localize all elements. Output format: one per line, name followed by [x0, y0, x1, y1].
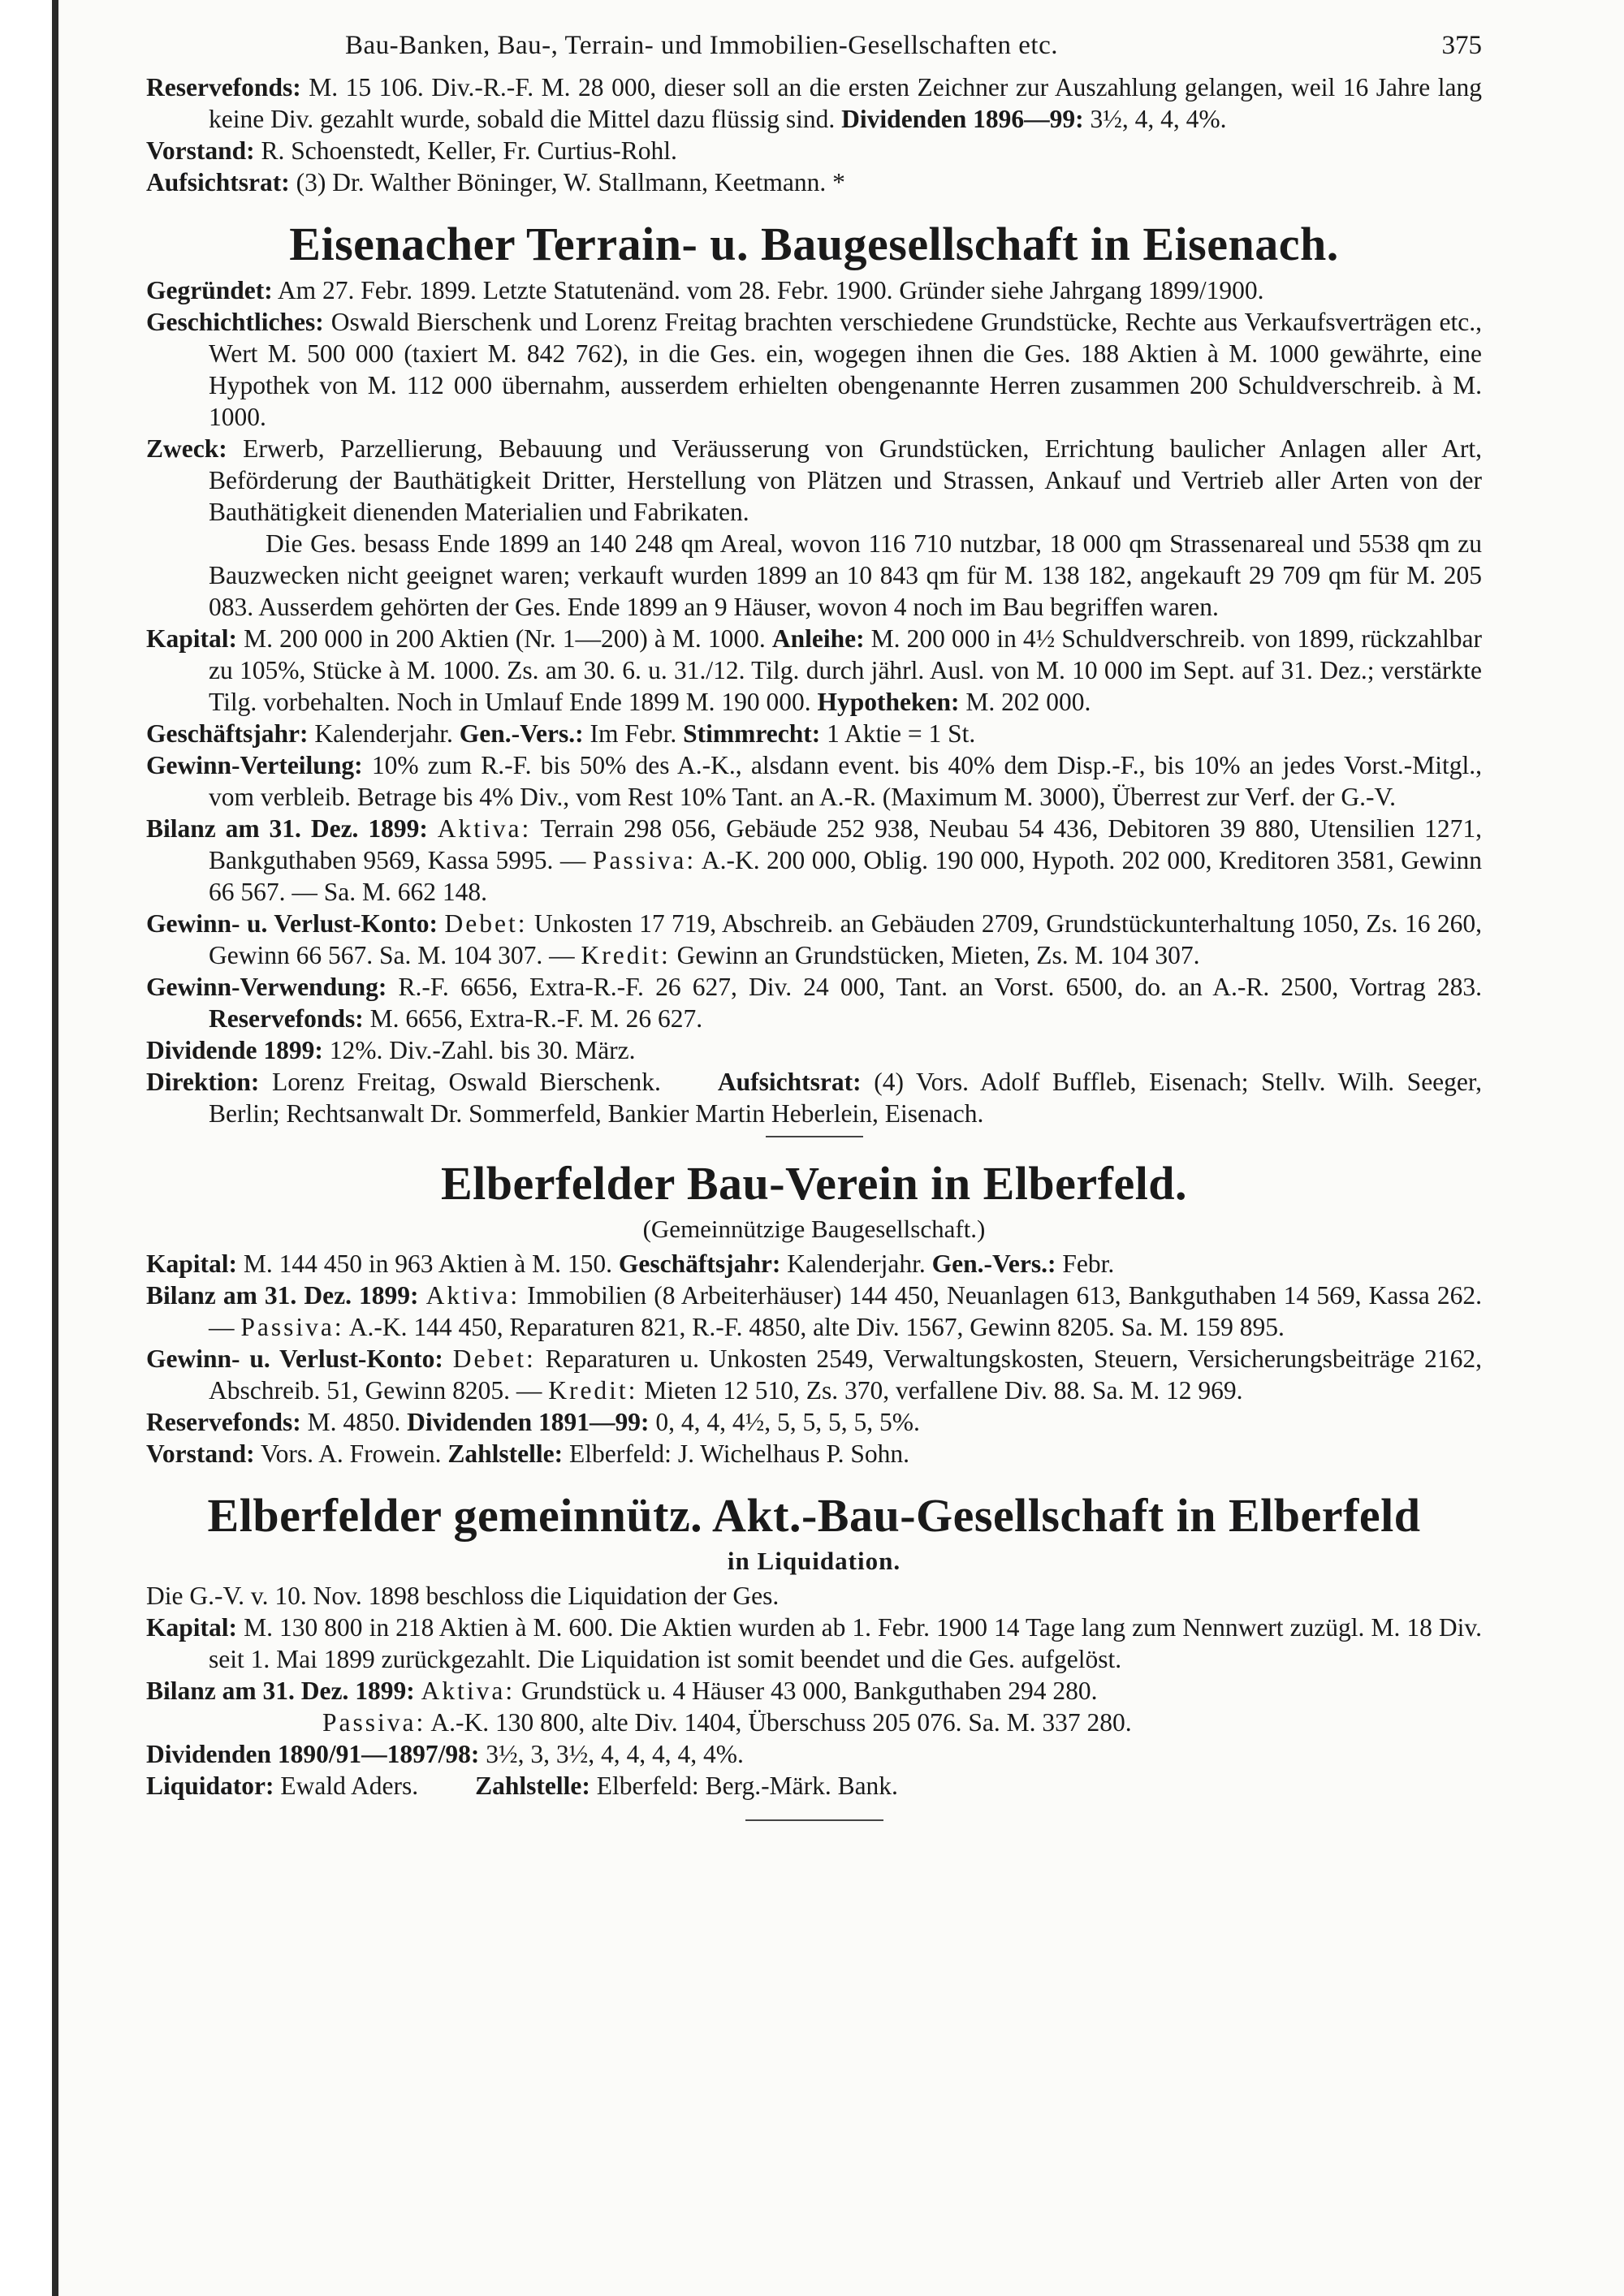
field-text: 10% zum R.-F. bis 50% des A.-K., alsdann event. bis 40% dem Disp.-F., bis 10% an jedes Vorst.-Mitgl., vom verbleib. Betrage bis 4% Div., vom Rest 10% Tant. an A.-R. (Maximum M. 3000), Überrest zur Verf. der G.-V. — [209, 751, 1483, 811]
field-text: Elberfeld: Berg.-Märk. Bank. — [596, 1772, 898, 1800]
field-text: Die G.-V. v. 10. Nov. 1898 beschloss die Liquidation der Ges. — [146, 1582, 780, 1610]
field-text: A.-K. 200 000, Oblig. 190 000, Hypoth. 202 000, Kreditoren 3581, Gewinn 66 567. — Sa. M. 662 148. — [209, 846, 1483, 906]
field-text: Oswald Bierschenk und Lorenz Freitag brachten verschiedene Grundstücke, Rechte aus Verkaufsverträgen etc., Wert M. 500 000 (taxiert M. 842 762), in die Ges. ein, wogegen ihnen die Ges. 188 Aktien à M. 1000 gewährte, eine Hypothek von M. 112 000 übernahm, ausserdem erhielten obengenannte Herren zusammen 200 Schuldverschreib. à M. 1000. — [209, 308, 1483, 431]
company-title: Eisenacher Terrain- u. Baugesellschaft in Eisenach. — [289, 218, 1339, 270]
field-text: 0, 4, 4, 4½, 5, 5, 5, 5, 5%. — [655, 1408, 920, 1436]
page-number: 375 — [1441, 31, 1482, 60]
field-label: Vorstand: — [146, 136, 255, 165]
debet-label: Debet: — [452, 1344, 536, 1373]
previous-entry-continuation — [146, 71, 1482, 198]
entry-eisenach — [146, 218, 1482, 1137]
prev-aufsichtsrat — [146, 166, 1482, 198]
field-label: Dividenden 1896—99: — [841, 105, 1084, 133]
field-text: M. 4850. — [307, 1408, 401, 1436]
page-binding-margin — [0, 0, 58, 2296]
passiva-label: Passiva: — [592, 846, 697, 874]
field-text: 12%. Div.-Zahl. bis 30. März. — [329, 1036, 636, 1064]
field-text: Am 27. Febr. 1899. Letzte Statutenänd. vom 28. Febr. 1900. Gründer siehe Jahrgang 1899/1900. — [277, 276, 1264, 304]
field-label: Vorstand: — [146, 1439, 255, 1468]
field-text: A.-K. 144 450, Reparaturen 821, R.-F. 4850, alte Div. 1567, Gewinn 8205. Sa. M. 159 895. — [348, 1313, 1285, 1341]
field-label: Gen.-Vers.: — [931, 1249, 1056, 1278]
akt-bilanz — [146, 1675, 1482, 1738]
field-text: Die Ges. besass Ende 1899 an 140 248 qm Areal, wovon 116 710 nutzbar, 18 000 qm Strassenareal und 5538 qm zu Bauzwecken nicht geeignet waren; verkauft wurden 1899 an 10 843 qm für M. 138 182, angekauft 29 709 qm für M. 205 083. Ausserdem gehörten der Ges. Ende 1899 an 9 Häuser, wovon 4 noch im Bau begriffen waren. — [209, 529, 1482, 621]
bauverein-bilanz — [146, 1280, 1482, 1343]
field-text: R. Schoenstedt, Keller, Fr. Curtius-Rohl. — [261, 136, 677, 165]
eisenach-gewinnverteilung — [146, 749, 1482, 813]
running-header — [146, 24, 1482, 71]
bauverein-kapital — [146, 1248, 1482, 1280]
field-label: Dividenden 1890/91—1897/98: — [146, 1740, 480, 1768]
prev-vorstand — [146, 135, 1482, 166]
field-text: A.-K. 130 800, alte Div. 1404, Überschuss 205 076. Sa. M. 337 280. — [430, 1708, 1132, 1737]
field-text: Lorenz Freitag, Oswald Bierschenk. — [272, 1068, 661, 1096]
field-label: Kapital: — [146, 1613, 238, 1642]
field-label: Geschäftsjahr: — [146, 719, 309, 748]
aktiva-label: Aktiva: — [425, 1281, 520, 1310]
field-text: Immobilien (8 Arbeiterhäuser) 144 450, Neuanlagen 613, Bankguthaben 14 569, Kassa 262. — — [209, 1281, 1482, 1341]
field-text: 3½, 4, 4, 4%. — [1090, 105, 1227, 133]
field-text: M. 202 000. — [965, 688, 1091, 716]
field-label: Kapital: — [146, 1249, 238, 1278]
field-label: Reservefonds: — [146, 73, 301, 101]
eisenach-gegruendet — [146, 274, 1482, 306]
field-label: Bilanz am 31. Dez. 1899: — [146, 1281, 419, 1310]
field-text: Terrain 298 056, Gebäude 252 938, Neubau 54 436, Debitoren 39 880, Utensilien 1271, Bankguthaben 9569, Kassa 5995. — — [209, 814, 1482, 874]
field-text: Mieten 12 510, Zs. 370, verfallene Div. 88. Sa. M. 12 969. — [644, 1376, 1243, 1405]
eisenach-dividende — [146, 1034, 1482, 1066]
company-subtitle: in Liquidation. — [727, 1547, 901, 1575]
field-label: Bilanz am 31. Dez. 1899: — [146, 814, 428, 843]
eisenach-geschichtliches — [146, 306, 1482, 433]
bauverein-guv — [146, 1343, 1482, 1406]
field-label: Kapital: — [146, 624, 238, 653]
field-label: Aufsichtsrat: — [717, 1068, 862, 1096]
field-text: Unkosten 17 719, Abschreib. an Gebäuden 2709, Grundstückunterhaltung 1050, Zs. 16 260, Gewinn 66 567. Sa. M. 104 307. — — [209, 909, 1483, 969]
aktiva-label: Aktiva: — [421, 1677, 516, 1705]
akt-kapital — [146, 1612, 1482, 1675]
field-text: (4) Vors. Adolf Buffleb, Eisenach; Stellv. Wilh. Seeger, Berlin; Rechtsanwalt Dr. Sommerfeld, Bankier Martin Heberlein, Eisenach. — [209, 1068, 1482, 1128]
field-text: Ewald Aders. — [280, 1772, 419, 1800]
aktiva-label: Aktiva: — [437, 814, 532, 843]
field-text: Reparaturen u. Unkosten 2549, Verwaltungskosten, Steuern, Versicherungsbeiträge 2162, Abschreib. 51, Gewinn 8205. — — [209, 1344, 1482, 1405]
field-text: M. 200 000 in 200 Aktien (Nr. 1—200) à M. 1000. — [244, 624, 766, 653]
binding-edge-line — [52, 0, 58, 2296]
field-label: Gewinn-Verwendung: — [146, 973, 387, 1001]
eisenach-geschaeftsjahr — [146, 718, 1482, 749]
field-text: R.-F. 6656, Extra-R.-F. 26 627, Div. 24 000, Tant. an Vorst. 6500, do. an A.-R. 2500, Vortrag 283. — [398, 973, 1483, 1001]
field-label: Gen.-Vers.: — [459, 719, 584, 748]
company-title: Elberfelder Bau-Verein in Elberfeld. — [440, 1157, 1188, 1210]
field-text: Gewinn an Grundstücken, Mieten, Zs. M. 104 307. — [676, 941, 1200, 969]
running-header-title: Bau-Banken, Bau-, Terrain- und Immobilien-Gesellschaften etc. — [345, 31, 1058, 60]
company-title: Elberfelder gemeinnütz. Akt.-Bau-Gesellschaft in Elberfeld — [207, 1489, 1421, 1542]
entry-akt-bau — [146, 1489, 1482, 1821]
eisenach-bilanz — [146, 813, 1482, 908]
field-label: Zweck: — [146, 434, 227, 463]
passiva-label: Passiva: — [322, 1708, 426, 1737]
eisenach-zweck — [146, 433, 1482, 528]
end-divider — [745, 1819, 883, 1821]
passiva-label: Passiva: — [240, 1313, 344, 1341]
field-text: Grundstück u. 4 Häuser 43 000, Bankguthaben 294 280. — [520, 1677, 1098, 1705]
field-text: Erwerb, Parzellierung, Bebauung und Veräusserung von Grundstücken, Errichtung baulicher Anlagen aller Art, Beförderung der Bauthätigkeit Dritter, Herstellung von Plätzen und Strassen, Ankauf und Vertrieb aller Arten von der Bauthätigkeit dienenden Materialien und Fabrikaten. — [209, 434, 1483, 526]
field-label: Zahlstelle: — [475, 1772, 590, 1800]
akt-dividenden — [146, 1738, 1482, 1770]
field-label: Gegründet: — [146, 276, 273, 304]
field-text: Vors. A. Frowein. — [260, 1439, 442, 1468]
field-text: Kalenderjahr. — [314, 719, 453, 748]
eisenach-kapital — [146, 623, 1482, 718]
field-text: (3) Dr. Walther Böninger, W. Stallmann, Keetmann. * — [296, 168, 845, 196]
field-text: M. 15 106. Div.-R.-F. M. 28 000, dieser soll an die ersten Zeichner zur Auszahlung gelangen, weil 16 Jahre lang keine Div. gezahlt wurde, sobald die Mittel dazu flüssig sind. — [209, 73, 1482, 133]
field-text: M. 200 000 in 4½ Schuldverschreib. von 1899, rückzahlbar zu 105%, Stücke à M. 1000. Zs. am 30. 6. u. 31./12. Tilg. durch jährl. Ausl. von M. 10 000 im Sept. auf 31. Dez.; verstärkte Tilg. vorbehalten. Noch in Umlauf Ende 1899 M. 190 000. — [209, 624, 1482, 716]
field-label: Gewinn-Verteilung: — [146, 751, 363, 779]
kredit-label: Kredit: — [581, 941, 671, 969]
field-text: 1 Aktie = 1 St. — [827, 719, 976, 748]
field-text: Kalenderjahr. — [787, 1249, 926, 1278]
bauverein-reservefonds — [146, 1406, 1482, 1438]
field-label: Hypotheken: — [817, 688, 960, 716]
field-label: Zahlstelle: — [447, 1439, 564, 1468]
eisenach-verwendung — [146, 971, 1482, 1034]
field-label: Anleihe: — [771, 624, 865, 653]
field-text: M. 130 800 in 218 Aktien à M. 600. Die Aktien wurden ab 1. Febr. 1900 14 Tage lang zum Nennwert zuzügl. M. 18 Div. seit 1. Mai 1899 zurückgezahlt. Die Liquidation ist somit beendet und die Ges. aufgelöst. — [209, 1613, 1483, 1673]
field-text: Elberfeld: J. Wichelhaus P. Sohn. — [569, 1439, 909, 1468]
field-label: Stimmrecht: — [683, 719, 821, 748]
field-label: Bilanz am 31. Dez. 1899: — [146, 1677, 415, 1705]
bauverein-vorstand — [146, 1438, 1482, 1470]
akt-intro — [146, 1580, 1482, 1612]
field-label: Gewinn- u. Verlust-Konto: — [146, 1344, 443, 1373]
field-label: Direktion: — [146, 1068, 260, 1096]
field-label: Liquidator: — [146, 1772, 274, 1800]
eisenach-areal — [146, 528, 1482, 623]
field-text: Im Febr. — [590, 719, 677, 748]
prev-reservefonds — [146, 71, 1482, 135]
field-label: Reservefonds: — [209, 1004, 364, 1033]
debet-label: Debet: — [444, 909, 528, 938]
field-label: Geschichtliches: — [146, 308, 324, 336]
akt-liquidator — [146, 1770, 1482, 1802]
field-label: Geschäftsjahr: — [618, 1249, 781, 1278]
entry-bauverein — [146, 1157, 1482, 1470]
field-label: Gewinn- u. Verlust-Konto: — [146, 909, 438, 938]
field-label: Dividenden 1891—99: — [407, 1408, 650, 1436]
field-text: Febr. — [1062, 1249, 1115, 1278]
field-text: M. 144 450 in 963 Aktien à M. 150. — [243, 1249, 613, 1278]
field-text: M. 6656, Extra-R.-F. M. 26 627. — [369, 1004, 703, 1033]
document-page — [146, 24, 1482, 2265]
field-text: 3½, 3, 3½, 4, 4, 4, 4, 4%. — [486, 1740, 744, 1768]
company-subtitle: (Gemeinnützige Baugesellschaft.) — [642, 1215, 986, 1243]
eisenach-direktion — [146, 1066, 1482, 1129]
kredit-label: Kredit: — [548, 1376, 638, 1405]
section-divider — [766, 1136, 863, 1137]
eisenach-guv — [146, 908, 1482, 971]
field-label: Dividende 1899: — [146, 1036, 323, 1064]
field-label: Aufsichtsrat: — [146, 168, 290, 196]
field-label: Reservefonds: — [146, 1408, 301, 1436]
